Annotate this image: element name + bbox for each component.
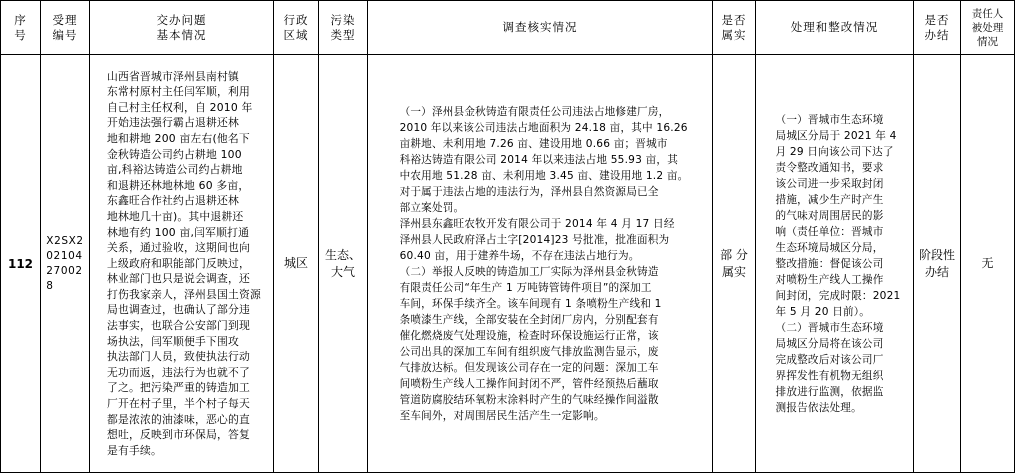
row-issue: 山西省晋城市泽州县南村镇 东常村原村主任闫军顺，利用 自己村主任权利，自 2010 年 开始违法强行霸占退耕还林 地和耕地 200 亩左右(他名下 金秋铸造公司约占耕地 100 亩,科裕达铸造公司约占耕地 和退耕还林地林地 60 多亩， 东鑫旺合作社约占退耕还林 地林地几十亩)。其中退耕还 林地有约 100 亩,闫军顺打通 关系，通过验收，这期间也向 上级政府和职能部门反映过， 林业部门也只是说会调查，还 打伤我家亲人，泽州县国土资源 局也调查过，也确认了部分违 法事实，也联合公安部门到现 场执法，闫军顺便手下围攻 执法部门人员，致使执法行动 无功而返，违法行为也就不了 了之。把污染严重的铸造加工 厂开在村子里，半个村子每天 都是浓浓的油漆味，恶心的直 想吐，反映到市环保局，答复 是有手续。 xyxy=(107,69,261,457)
header-pollution: 污染 类型 xyxy=(330,12,356,42)
row-seq: 112 xyxy=(7,256,34,271)
row-district: 城区 xyxy=(283,256,308,270)
row-investigation: （一）泽州县金秋铸造有限责任公司违法占地修建厂房， 2010 年以来该公司违法占地面积为 24.18 亩，其中 16.26 亩耕地、未利用地 7.26 亩、建设用地 0.66 亩；晋城市 科裕达铸造有限公司 2014 年以来违法占地 55.93 亩，其 中农用地 51.28 亩、未利用地 3.45 亩、建设用地 1.2 亩。 对于属于违法占地的违法行为，泽州县自然资源局已全 部立案处罚。 泽州县东鑫旺农牧开发有限公司于 2014 年 4 月 17 日经 泽州县人民政府泽占土字[2014]23 号批准，批准面积为 60.40 亩，用于建养牛场，不存在违法占地行为。 （二）举报人反映的铸造加工厂实际为泽州县金秋铸造 有限责任公司“年生产 1 万吨铸管铸件项目”的深加工 车间，环保手续齐全。该车间现有 1 条喷粉生产线和 1 条喷漆生产线，全部安装在全封闭厂房内，分别配套有 催化燃烧废气处理设施，检查时环保设施运行正常，该 公司出具的深加工车间有组织废气排放监测告显示，废 气排放达标。但发现该公司存在一定的问题：深加工车 间喷粉生产线人工操作间封闭不严，管件经预热后蘸取 管道防腐胶结环氧粉末涂料时产生的气味经操作间溢散 至车间外，对周围居民生活产生一定影响。 xyxy=(399,105,689,422)
row-pollution: 生态、 大气 xyxy=(324,247,361,279)
row-case-no: X2SX2 02104 27002 8 xyxy=(46,234,84,292)
header-handling: 处理和整改情况 xyxy=(790,20,879,34)
row-accountability: 无 xyxy=(981,256,994,270)
header-closed: 是否 办结 xyxy=(924,12,950,42)
header-accountability: 责任人 被处理 情况 xyxy=(971,7,1004,48)
header-investigation: 调查核实情况 xyxy=(502,20,578,34)
header-verified: 是否 属实 xyxy=(721,12,747,42)
header-district: 行政 区域 xyxy=(283,12,309,42)
row-closed: 阶段性 办结 xyxy=(918,247,955,279)
header-issue: 交办问题 基本情况 xyxy=(156,12,207,42)
header-seq: 序 号 xyxy=(14,12,27,42)
row-verified: 部 分 属实 xyxy=(720,247,748,279)
header-case-no: 受理 编号 xyxy=(52,12,78,42)
row-handling: （一）晋城市生态环境 局城区分局于 2021 年 4 月 29 日向该公司下达了 责令整改通知书，要求 该公司进一步采取封闭 措施，减少生产时产生 的气味对周围居民的影 响（责任单位：晋城市 生态环境局城区分局， 整改措施：督促该公司 对喷粉生产线人工操作 间封闭，完成时限：2021 年 5 月 20 日前）。 （二）晋城市生态环境 局城区分局将在该公司 完成整改后对该公司厂 界挥发性有机物无组织 排放进行监测，依据监 测报告依法处理。 xyxy=(775,113,901,414)
